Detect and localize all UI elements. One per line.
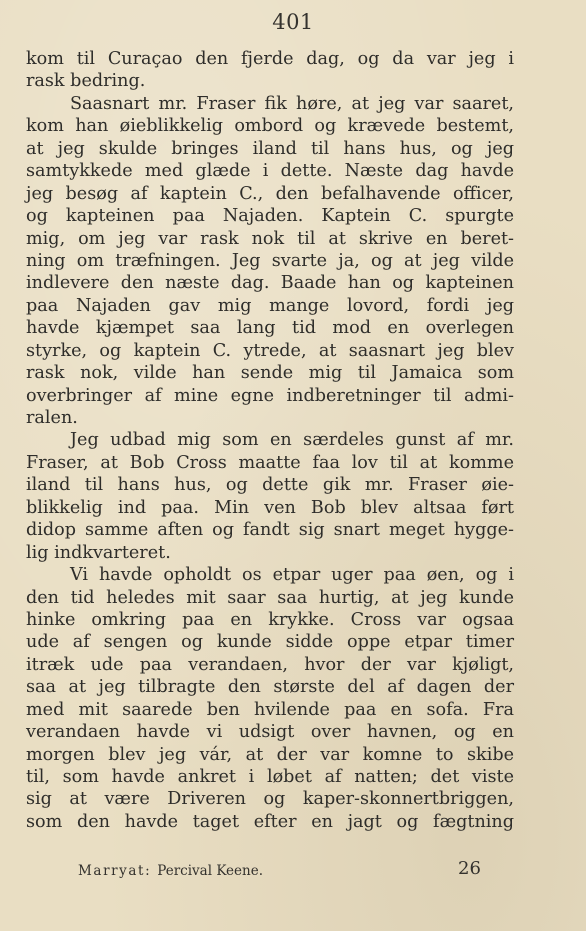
text-line: sig at være Driveren og kaper-skonnertbriggen, [26, 789, 514, 810]
text-line: paa Najaden gav mig mange lovord, fordi jeg [26, 295, 514, 316]
footer-author: Marryat: [78, 863, 152, 879]
text-line: samtykkede med glæde i dette. Næste dag havde [26, 161, 514, 182]
text-line: kom han øieblikkelig ombord og krævede bestemt, [26, 116, 514, 137]
text-line: saa at jeg tilbragte den største del af dagen der [26, 677, 514, 698]
text-line: Vi havde opholdt os etpar uger paa øen, og i [70, 565, 514, 586]
text-line: rask bedring. [26, 71, 146, 92]
text-line: Jeg udbad mig som en særdeles gunst af mr. [70, 430, 514, 451]
text-line: som den havde taget efter en jagt og fægtning [26, 811, 514, 832]
text-line: iland til hans hus, og dette gik mr. Fraser øie- [26, 475, 514, 496]
text-line: overbringer af mine egne indberetninger til admi- [26, 385, 514, 406]
text-line: med mit saarede ben hvilende paa en sofa. Fra [26, 699, 514, 720]
text-line: Fraser, at Bob Cross maatte faa lov til at komme [26, 452, 514, 473]
text-line: ude af sengen og kunde sidde oppe etpar timer [26, 632, 514, 653]
text-line: og kapteinen paa Najaden. Kaptein C. spurgte [26, 206, 514, 227]
body-text [26, 48, 514, 833]
footer-title: Percival Keene. [157, 863, 263, 879]
text-line: til, som havde ankret i løbet af natten; det viste [26, 767, 514, 787]
text-line: blikkelig ind paa. Min ven Bob blev altsaa ført [26, 497, 514, 518]
text-line: indlevere den næste dag. Baade han og kapteinen [26, 273, 514, 294]
text-line: at jeg skulde bringes iland til hans hus, og jeg [26, 138, 514, 159]
text-line: lig indkvarteret. [26, 542, 171, 563]
text-line: ning om træfningen. Jeg svarte ja, og at jeg vilde [26, 250, 514, 271]
text-line: kom til Curaçao den fjerde dag, og da var jeg i [26, 49, 514, 69]
text-line: mig, om jeg var rask nok til at skrive en beret- [26, 228, 514, 249]
text-line: verandaen havde vi udsigt over havnen, og en [26, 722, 514, 743]
text-line: jeg besøg af kaptein C., den befalhavende officer, [26, 183, 514, 204]
page-number: 401 [272, 10, 314, 34]
text-line: Saasnart mr. Fraser fik høre, at jeg var saaret, [70, 93, 514, 114]
text-line: hinke omkring paa en krykke. Cross var ogsaa [26, 609, 514, 630]
footer-sheet-number: 26 [458, 858, 481, 879]
text-line: didop samme aften og fandt sig snart meget hygge- [26, 520, 514, 541]
text-line: styrke, og kaptein C. ytrede, at saasnart jeg blev [26, 340, 514, 361]
text-line: rask nok, vilde han sende mig til Jamaica som [26, 363, 514, 384]
text-line: morgen blev jeg vár, at der var komne to skibe [26, 744, 514, 765]
text-line: havde kjæmpet saa lang tid mod en overlegen [26, 318, 514, 339]
footer-signature-line [78, 863, 263, 879]
text-line: ralen. [26, 408, 78, 428]
text-line: den tid heledes mit saar saa hurtig, at jeg kunde [26, 587, 514, 608]
page-footer [78, 858, 481, 884]
text-line: itræk ude paa verandaen, hvor der var kjøligt, [26, 654, 514, 675]
